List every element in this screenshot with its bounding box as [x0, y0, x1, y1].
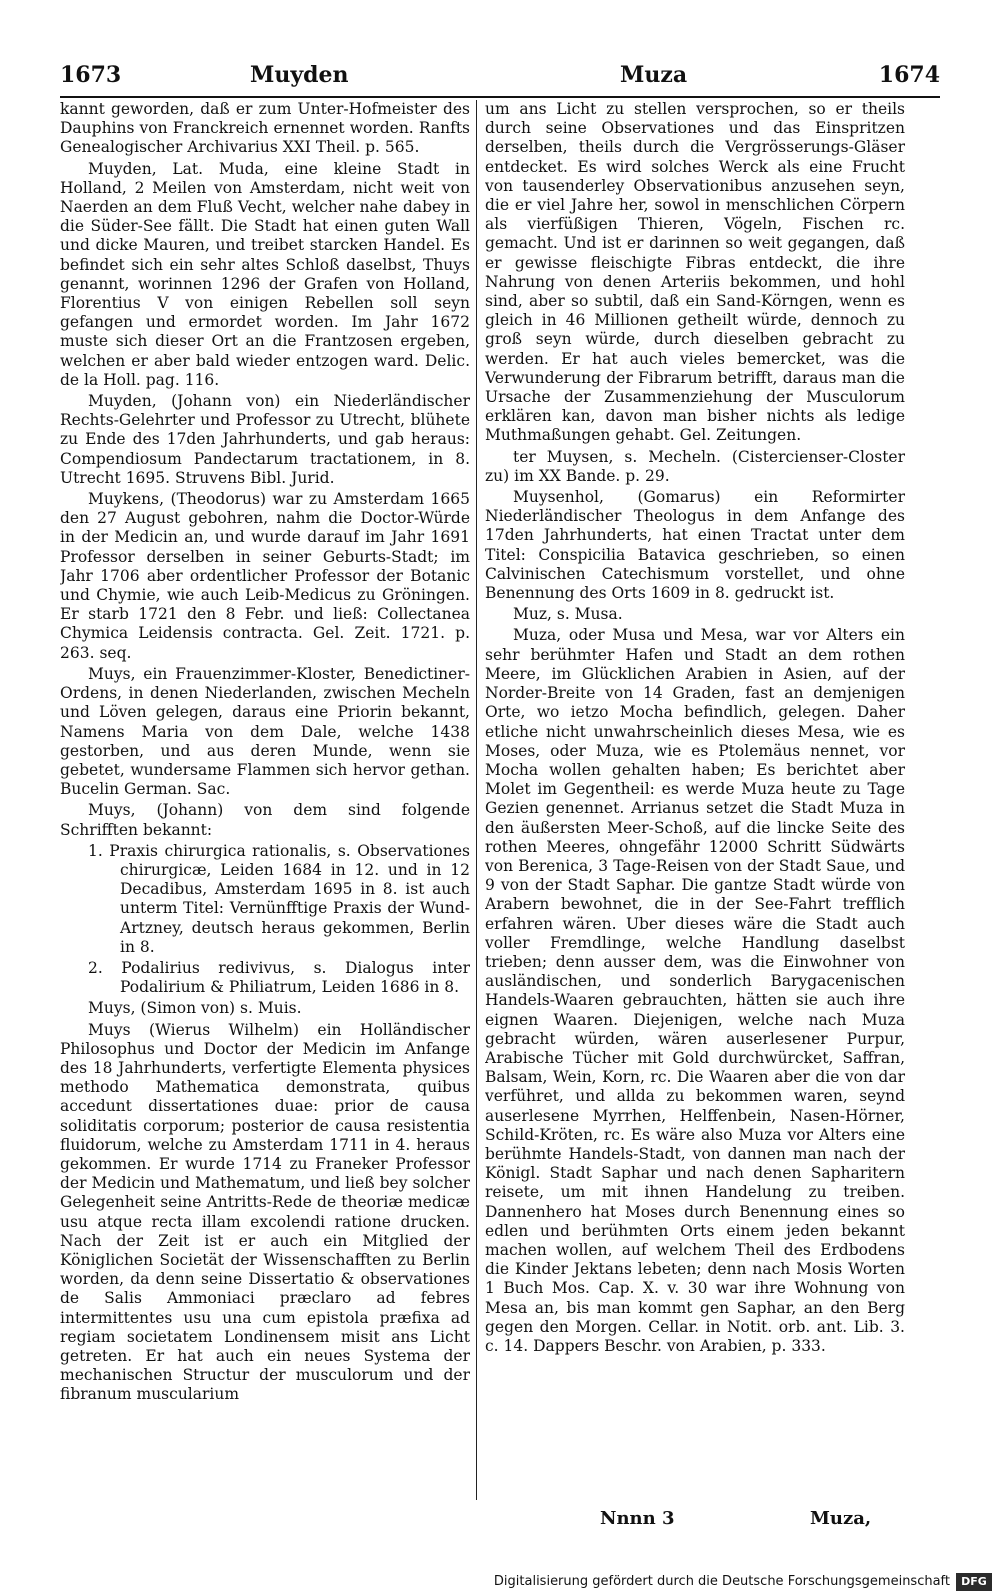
- list-item: 1. Praxis chirurgica rationalis, s. Observationes chirurgicæ, Leiden 1684 in 12. und in 12 Decadibus, Amsterdam 1695 in 8. ist auch unterm Titel: Vernünfftige Praxis der Wund-Artzney, deutsch heraus gekommen, Berlin in 8.: [88, 841, 470, 956]
- lexicon-entry: Muys, (Johann) von dem sind folgende Schrifften bekannt:: [60, 801, 470, 839]
- lexicon-entry: Muys (Wierus Wilhelm) ein Holländischer Philosophus und Doctor der Medicin im Anfange des 18 Jahrhunderts, verfertigte Elementa physices methodo Mathematica demonstrata, quibus accedunt dissertationes duae: prior de causa soliditatis corporum; posterior de causa resistentia fluidorum, welche zu Amsterdam 1711 in 4. heraus gekommen. Er wurde 1714 zu Franeker Professor der Medicin und Mathematum, und ließ bey solcher Gelegenheit seine Antritts-Rede de theoriæ medicæ usu atque recta illam excolendi ratione drucken. Nach der Zeit ist er auch ein Mitglied der Königlichen Societät der Wissenschafften zu Berlin worden, da denn seine Dissertatio & observationes de Salis Ammoniaci præclaro ad febres intermittentes usu una cum epistola præfixa ad regiam societatem Londinensem misit ans Licht getreten. Er hat auch ein neues Systema der mechanischen Structur der musculorum und der fibranum muscularium: [60, 1020, 470, 1404]
- page-number-right: 1674: [878, 62, 940, 88]
- header-rule: [60, 96, 940, 98]
- lexicon-entry: Muza, oder Musa und Mesa, war vor Alters ein sehr berühmter Hafen und Stadt an dem rothen Meere, im Glücklichen Arabien in Asien, auf der Norder-Breite von 14 Graden, fast an demjenigen Orte, wo ietzo Mocha befindlich, gelegen. Daher etliche nicht unwahrscheinlich dieses Mesa, wie es Moses, oder Muza, wie es Ptolemäus nennet, vor Mocha wollen gehalten haben; Es berichtet aber Molet im Gegentheil: es werde Muza heute zu Tage Gezien genennet. Arrianus setzet die Stadt Muza in den äußersten Meer-Schoß, auf die lincke Seite des rothen Meeres, ohngefähr 12000 Schritt Südwärts von Berenica, 3 Tage-Reisen von der Stadt Saue, und 9 von der Stadt Saphar. Die gantze Stadt würde von Arabern bewohnet, die in der See-Fahrt trefflich erfahren wären. Uber dieses wäre die Stadt auch voller Fremdlinge, welche Handlung daselbst trieben; denn ausser dem, was die Einwohner von ausländischen, und sonderlich Barygacenischen Handels-Waaren gebrauchten, hätten sie auch ihre eignen Waaren. Diejenigen, welche nach Muza gebracht würden, wären auserlesener Purpur, Arabische Tücher mit Gold durchwürcket, Saffran, Balsam, Wein, Korn, rc. Die Waaren aber die von dar verführet, und allda zu bekommen waren, seynd auserlesene Myrrhen, Helffenbein, Nasen-Hörner, Schild-Kröten, rc. Es wäre also Muza vor Alters eine berühmte Handels-Stadt, von dannen man nach der Königl. Stadt Saphar und nach denen Sapharitern reisete, um mit ihnen Handelung zu treiben. Dannenhero hat Moses durch Benennung eines so edlen und berühmten Orts einem jeden bekannt machen wollen, auf welchem Theil des Erdbodens die Kinder Jektans lebeten; denn nach Mosis Worten 1 Buch Mos. Cap. X. v. 30 war ihre Wohnung von Mesa an, bis man kommt gen Saphar, an den Berg gegen den Morgen. Cellar. in Notit. orb. ant. Lib. 3. c. 14. Dappers Beschr. von Arabien, p. 333.: [485, 626, 905, 1355]
- lexicon-entry: kannt geworden, daß er zum Unter-Hofmeister des Dauphins von Franckreich ernennet worden. Ranfts Genealogischer Archivarius XXI Theil. p. 565.: [60, 100, 470, 157]
- lexicon-entry: Muyden, (Johann von) ein Niederländischer Rechts-Gelehrter und Professor zu Utrecht, blühete zu Ende des 17den Jahrhunderts, und gab heraus: Compendiosum Pandectarum tractationem, in 8. Utrecht 1695. Struvens Bibl. Jurid.: [60, 392, 470, 487]
- lexicon-entry: ter Muysen, s. Mecheln. (Cistercienser-Closter zu) im XX Bande. p. 29.: [485, 447, 905, 485]
- lexicon-entry: Muys, (Simon von) s. Muis.: [88, 999, 302, 1018]
- lexicon-entry: Muys, ein Frauenzimmer-Kloster, Benedictiner-Ordens, in denen Niederlanden, zwischen Mecheln und Löven gelegen, daraus eine Priorin bekannt, Namens Maria von dem Dale, welche 1438 gestorben, und aus deren Munde, wenn sie gebetet, wundersame Flammen sich hervor gethan. Bucelin German. Sac.: [60, 664, 470, 799]
- signature-mark: Nnnn 3: [600, 1508, 675, 1529]
- page-header: [60, 62, 940, 92]
- lexicon-entry: Muysenhol, (Gomarus) ein Reformirter Niederländischer Theologus in dem Anfange des 17den Jahrhunderts, hat einen Tractat unter dem Titel: Conspicilia Batavica geschrieben, so einen Calvinischen Catechismum vorstellet, und ohne Benennung des Orts 1609 in 8. gedruckt ist.: [485, 488, 905, 603]
- column-divider: [476, 100, 477, 1500]
- lexicon-entry: Muz, s. Musa.: [513, 605, 623, 624]
- running-head-right: Muza: [620, 62, 688, 88]
- credit-bar: [0, 1570, 1000, 1596]
- credit-text: Digitalisierung gefördert durch die Deutsche Forschungsgemeinschaft: [493, 1574, 950, 1589]
- lexicon-entry: Muyden, Lat. Muda, eine kleine Stadt in Holland, 2 Meilen von Amsterdam, nicht weit von Naerden an dem Fluß Vecht, welcher nahe dabey in die Süder-See fällt. Die Stadt hat einen guten Wall und dicke Mauren, und treibet starcken Handel. Es befindet sich ein sehr altes Schloß daselbst, Thuys genannt, worinnen 1296 der Grafen von Holland, Florentius V von einigen Rebellen soll seyn gefangen und ermordet worden. Im Jahr 1672 muste sich dieser Ort an die Frantzosen ergeben, welchen er aber bald wieder entzogen ward. Delic. de la Holl. pag. 116.: [60, 159, 470, 389]
- left-column: [60, 100, 470, 1500]
- running-head-left: Muyden: [250, 62, 349, 88]
- lexicon-entry: um ans Licht zu stellen versprochen, so er theils durch seine Observationes und das Einspritzen derselben, theils durch die Vergrösserungs-Gläser entdecket. Es wird solches Werck als eine Frucht von tausenderley Observationibus anzusehen seyn, die er viel Jahre her, sowol in menschlichen Cörpern als vierfüßigen Thieren, Vögeln, Fischen rc. gemacht. Und ist er darinnen so weit gegangen, daß er gewisse fleischigte Fibras entdeckt, die ihre Nahrung von denen Arteriis bekommen, und hohl sind, aber so subtil, daß ein Sand-Körngen, wenn es gleich in 46 Millionen getheilt würde, dennoch zu groß seyn würde, durch dieselben gebracht zu werden. Er hat auch vieles bemercket, was die Verwunderung der Fibrarum betrifft, daraus man die Ursache der Zusammenziehung der Musculorum erklären kan, davon man bisher nichts als ledige Muthmaßungen gehabt. Gel. Zeitungen.: [485, 100, 905, 445]
- page-number-left: 1673: [60, 62, 122, 88]
- catchword: Muza,: [810, 1508, 872, 1529]
- right-column: [485, 100, 905, 1500]
- list-item: 2. Podalirius redivivus, s. Dialogus inter Podalirium & Philiatrum, Leiden 1686 in 8.: [88, 958, 470, 997]
- lexicon-entry: Muykens, (Theodorus) war zu Amsterdam 1665 den 27 August gebohren, nahm die Doctor-Würde in der Medicin an, und wurde darauf im Jahr 1691 Professor derselben in seiner Geburts-Stadt; im Jahr 1706 aber ordentlicher Professor der Botanic und Chymie, wie auch Leib-Medicus zu Gröningen. Er starb 1721 den 8 Febr. und ließ: Collectanea Chymica Leidensis contracta. Gel. Zeit. 1721. p. 263. seq.: [60, 490, 470, 662]
- dfg-logo-icon: DFG: [956, 1573, 992, 1591]
